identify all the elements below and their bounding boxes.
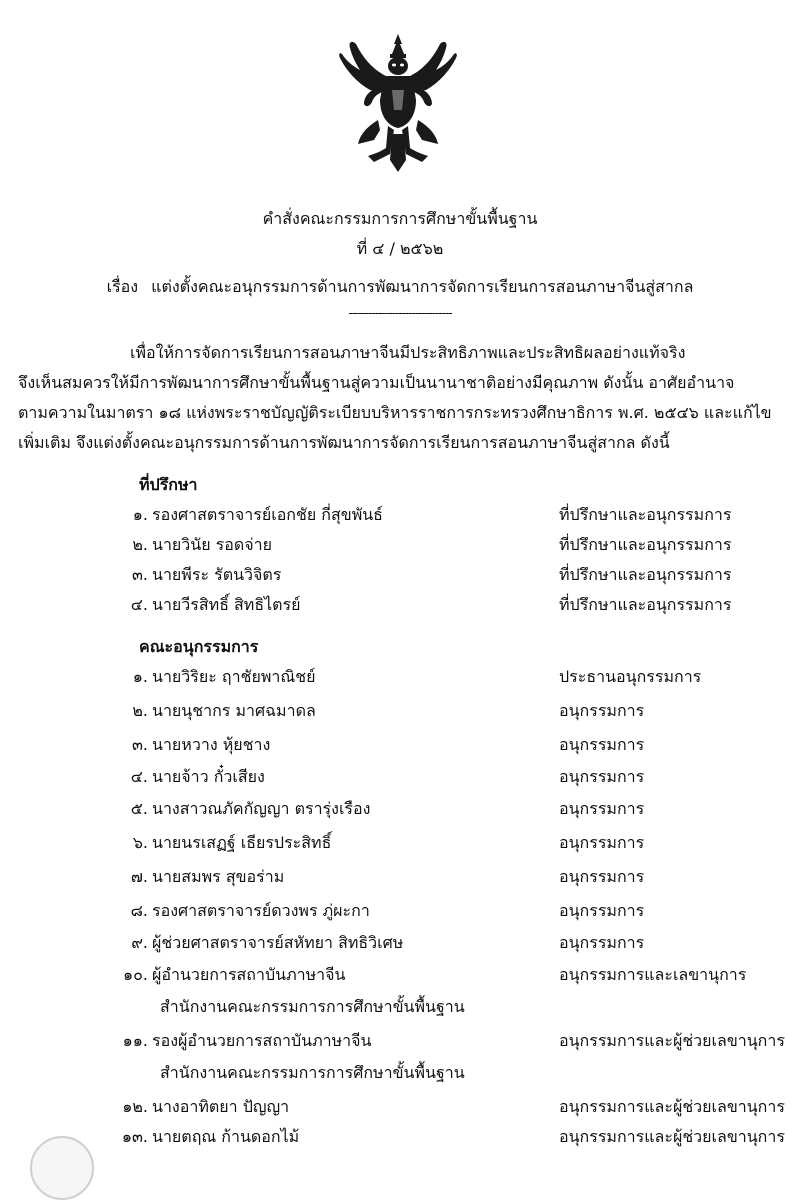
item-role: อนุกรรมการ — [559, 833, 645, 852]
list-item — [0, 832, 800, 856]
item-subline: สำนักงานคณะกรรมการการศึกษาขั้นพื้นฐาน — [160, 1063, 465, 1082]
list-item — [0, 866, 800, 890]
list-item — [0, 1126, 800, 1150]
list-item — [0, 504, 800, 528]
list-item — [0, 700, 800, 724]
item-name: นายตฤณ ก้านดอกไม้ — [152, 1127, 300, 1146]
item-number: ๒. — [132, 701, 148, 720]
item-name: นายนุชากร มาศฉมาดล — [152, 701, 316, 720]
list-item — [0, 594, 800, 618]
order-number: ที่ ๔ / ๒๕๖๒ — [356, 239, 444, 258]
item-name: นางอาทิตยา ปัญญา — [152, 1097, 290, 1116]
item-number: ๑. — [132, 505, 148, 524]
list-item — [0, 734, 800, 758]
item-name: นายสมพร สุขอร่าม — [152, 867, 285, 886]
item-role: อนุกรรมการ — [559, 701, 645, 720]
order-subject — [0, 276, 800, 298]
item-number: ๖. — [132, 833, 148, 852]
item-number: ๙. — [131, 933, 148, 952]
item-number: ๑๐. — [122, 965, 148, 984]
item-role: อนุกรรมการ — [559, 901, 645, 920]
item-role: อนุกรรมการ — [559, 867, 645, 886]
committee-heading: คณะอนุกรรมการ — [139, 637, 259, 656]
item-name: รองศาสตราจารย์ดวงพร ภู่ผะกา — [152, 901, 370, 920]
subject-label: เรื่อง — [106, 277, 139, 296]
list-item — [0, 964, 800, 988]
body-line-2: จึงเห็นสมควรให้มีการพัฒนาการศึกษาขั้นพื้นฐานสู่ความเป็นนานาชาติอย่างมีคุณภาพ ดังนั้น อาศัยอำนาจ — [18, 373, 735, 392]
list-item — [0, 798, 800, 822]
item-name: นายจ้าว กั๋วเสียง — [152, 767, 265, 786]
item-role: ที่ปรึกษาและอนุกรรมการ — [559, 505, 732, 524]
item-name: ผู้ช่วยศาสตราจารย์สหัทยา สิทธิวิเศษ — [152, 933, 404, 952]
item-role: ที่ปรึกษาและอนุกรรมการ — [559, 535, 732, 554]
item-number: ๔. — [130, 767, 148, 786]
body-line-4: เพิ่มเติม จึงแต่งตั้งคณะอนุกรรมการด้านการพัฒนาการจัดการเรียนการสอนภาษาจีนสู่สากล ดังนี้ — [18, 433, 670, 452]
item-number: ๗. — [130, 867, 148, 886]
corner-overlay — [30, 1136, 94, 1200]
item-number: ๓. — [131, 565, 148, 584]
list-item — [0, 564, 800, 588]
advisors-heading: ที่ปรึกษา — [139, 475, 198, 494]
order-title: คำสั่งคณะกรรมการการศึกษาขั้นพื้นฐาน — [262, 209, 538, 228]
item-name: รองผู้อำนวยการสถาบันภาษาจีน — [152, 1031, 372, 1050]
item-number: ๔. — [130, 595, 148, 614]
item-number: ๓. — [131, 735, 148, 754]
list-item — [0, 932, 800, 956]
item-name: นางสาวณภัคกัญญา ตรารุ่งเรือง — [152, 799, 371, 818]
item-role: อนุกรรมการและเลขานุการ — [559, 965, 747, 984]
list-item — [0, 1030, 800, 1054]
item-name: นายวิริยะ ฤาชัยพาณิชย์ — [152, 667, 316, 686]
header-divider: ------------------------------- — [348, 306, 452, 320]
item-role: อนุกรรมการ — [559, 735, 645, 754]
item-role: ที่ปรึกษาและอนุกรรมการ — [559, 595, 732, 614]
body-line-3: ตามความในมาตรา ๑๘ แห่งพระราชบัญญัติระเบียบบริหารราชการกระทรวงศึกษาธิการ พ.ศ. ๒๕๔๖ และแก้ไข — [18, 403, 772, 422]
subject-text: แต่งตั้งคณะอนุกรรมการด้านการพัฒนาการจัดการเรียนการสอนภาษาจีนสู่สากล — [151, 277, 694, 296]
item-subline: สำนักงานคณะกรรมการการศึกษาขั้นพื้นฐาน — [160, 997, 465, 1016]
item-number: ๒. — [132, 535, 148, 554]
item-name: นายหวาง หุ้ยชาง — [152, 735, 271, 754]
item-role: อนุกรรมการ — [559, 799, 645, 818]
item-number: ๑๓. — [121, 1127, 148, 1146]
list-item — [0, 666, 800, 690]
item-role: ที่ปรึกษาและอนุกรรมการ — [559, 565, 732, 584]
item-number: ๑. — [132, 667, 148, 686]
item-role: อนุกรรมการและผู้ช่วยเลขานุการ — [559, 1097, 785, 1116]
item-role: อนุกรรมการและผู้ช่วยเลขานุการ — [559, 1127, 785, 1146]
item-name: นายพีระ รัตนวิจิตร — [152, 565, 282, 584]
item-role: ประธานอนุกรรมการ — [559, 667, 702, 686]
list-item — [0, 534, 800, 558]
item-role: อนุกรรมการ — [559, 767, 645, 786]
item-role: อนุกรรมการ — [559, 933, 645, 952]
item-number: ๕. — [130, 799, 148, 818]
list-item — [0, 766, 800, 790]
list-item — [0, 1096, 800, 1120]
item-role: อนุกรรมการและผู้ช่วยเลขานุการ — [559, 1031, 785, 1050]
item-number: ๑๑. — [122, 1031, 148, 1050]
item-number: ๘. — [130, 901, 148, 920]
item-number: ๑๒. — [122, 1097, 148, 1116]
item-name: นายวินัย รอดจ่าย — [152, 535, 273, 554]
item-name: นายนรเสฏฐ์ เธียรประสิทธิ์ — [152, 833, 332, 852]
garuda-emblem-icon — [334, 30, 462, 180]
list-item — [0, 900, 800, 924]
item-name: นายวีรสิทธิ์ สิทธิไตรย์ — [152, 595, 301, 614]
item-name: รองศาสตราจารย์เอกชัย กี่สุขพันธ์ — [152, 505, 383, 524]
item-name: ผู้อำนวยการสถาบันภาษาจีน — [152, 965, 346, 984]
body-line-1: เพื่อให้การจัดการเรียนการสอนภาษาจีนมีประสิทธิภาพและประสิทธิผลอย่างแท้จริง — [130, 343, 686, 362]
